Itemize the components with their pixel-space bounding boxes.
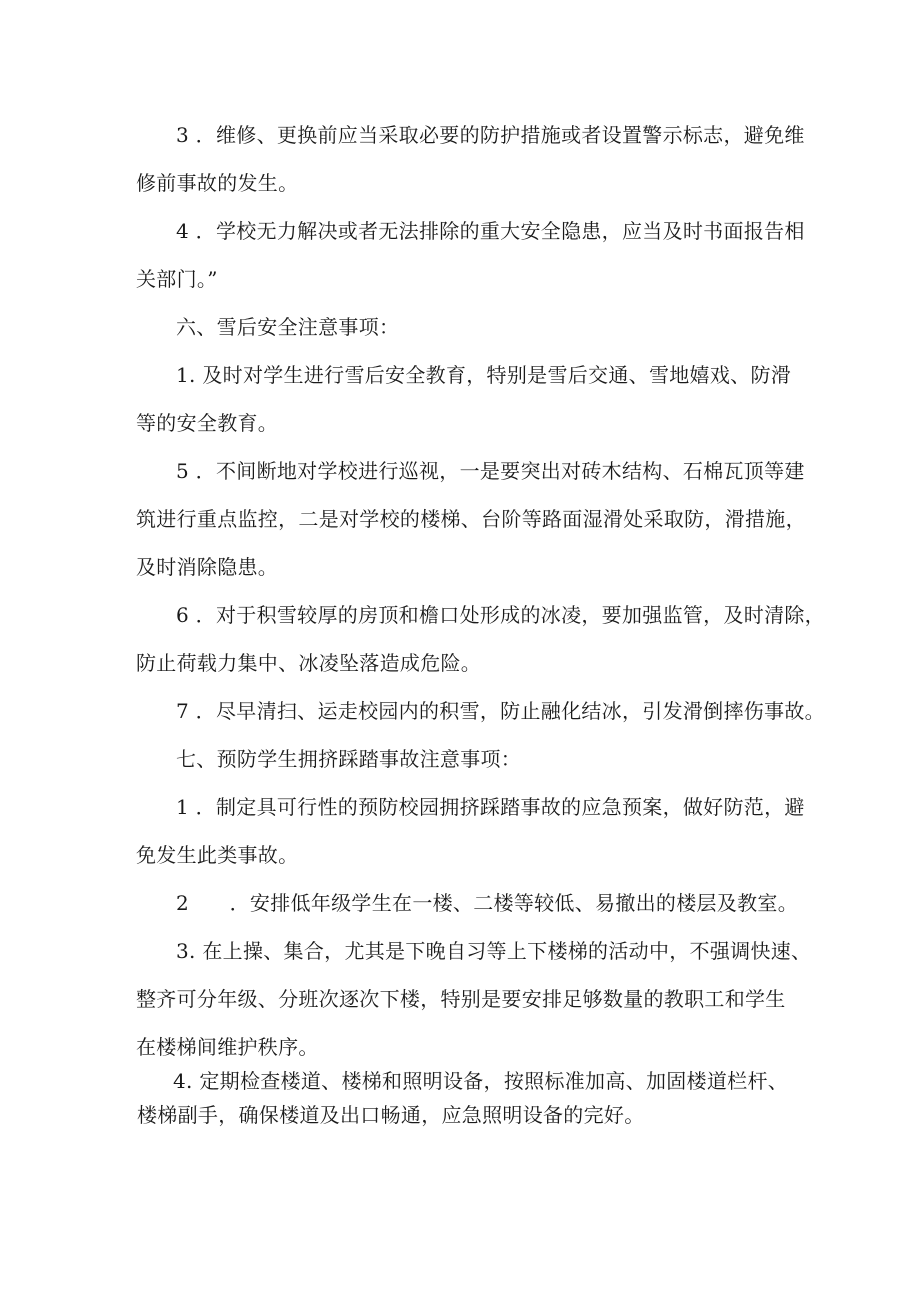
paragraph-10-line-1: 2 ．安排低年级学生在一楼、二楼等较低、易撤出的楼层及教室。 <box>176 891 799 915</box>
paragraph-6-line-2: 防止荷载力集中、冰凌坠落造成危险。 <box>136 651 482 675</box>
paragraph-11-line-3: 在楼梯间维护秩序。 <box>136 1035 319 1059</box>
paragraph-5-line-2: 筑进行重点监控，二是对学校的楼梯、台阶等路面湿滑处采取防，滑措施， <box>136 507 806 531</box>
section-7-heading: 七、预防学生拥挤踩踏事故注意事项： <box>176 747 522 771</box>
paragraph-4-line-2: 等的安全教育。 <box>136 411 279 435</box>
paragraph-2-line-2: 关部门。” <box>136 267 218 291</box>
paragraph-5-line-3: 及时消除隐患。 <box>136 555 279 579</box>
paragraph-1-line-2: 修前事故的发生。 <box>136 171 299 195</box>
paragraph-11-line-1: 3. 在上操、集合，尤其是下晚自习等上下楼梯的活动中，不强调快速、 <box>176 939 812 963</box>
paragraph-12-line-2: 楼梯副手，确保楼道及出口畅通，应急照明设备的完好。 <box>137 1103 645 1127</box>
paragraph-6-line-1: 6 ．对于积雪较厚的房顶和檐口处形成的冰凌，要加强监管，及时清除， <box>176 603 825 627</box>
paragraph-12-line-1: 4. 定期检查楼道、楼梯和照明设备，按照标准加高、加固楼道栏杆、 <box>173 1069 789 1093</box>
paragraph-7-line-1: 7 ．尽早清扫、运走校园内的积雪，防止融化结冰，引发滑倒摔伤事故。 <box>176 699 825 723</box>
paragraph-2-line-1: 4 ．学校无力解决或者无法排除的重大安全隐患，应当及时书面报告相 <box>176 219 805 243</box>
paragraph-4-line-1: 1. 及时对学生进行雪后安全教育，特别是雪后交通、雪地嬉戏、防滑 <box>176 363 792 387</box>
paragraph-5-line-1: 5 ．不间断地对学校进行巡视，一是要突出对砖木结构、石棉瓦顶等建 <box>176 459 805 483</box>
paragraph-11-line-2: 整齐可分年级、分班次逐次下楼，特别是要安排足够数量的教职工和学生 <box>136 987 786 1011</box>
paragraph-9-line-1: 1 ．制定具可行性的预防校园拥挤踩踏事故的应急预案，做好防范，避 <box>176 795 805 819</box>
section-6-heading: 六、雪后安全注意事项： <box>176 315 400 339</box>
paragraph-1-line-1: 3 ．维修、更换前应当采取必要的防护措施或者设置警示标志，避免维 <box>176 123 805 147</box>
paragraph-9-line-2: 免发生此类事故。 <box>136 843 299 867</box>
